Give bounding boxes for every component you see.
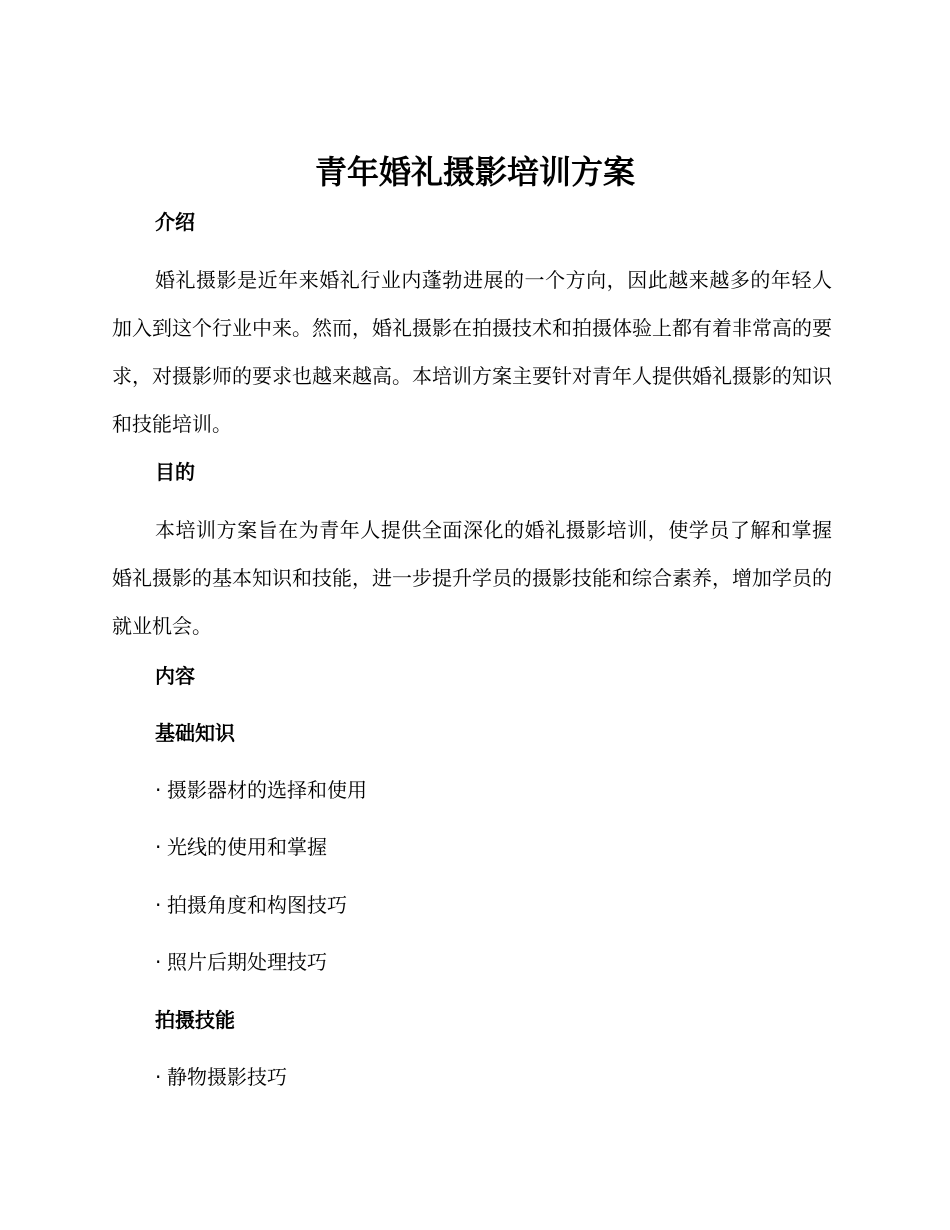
section-heading-content: 内容 bbox=[155, 664, 195, 688]
bullet-marker: · bbox=[155, 950, 162, 974]
subsection-heading-basics: 基础知识 bbox=[155, 721, 235, 745]
list-item bbox=[155, 948, 327, 976]
list-item-text: 摄影器材的选择和使用 bbox=[167, 778, 367, 802]
section-heading-intro: 介绍 bbox=[155, 210, 195, 234]
list-item bbox=[155, 891, 347, 919]
list-item-text: 照片后期处理技巧 bbox=[167, 950, 327, 974]
list-item-text: 拍摄角度和构图技巧 bbox=[167, 893, 347, 917]
list-item-text: 光线的使用和掌握 bbox=[167, 835, 327, 859]
list-item bbox=[155, 1063, 287, 1091]
section-heading-purpose: 目的 bbox=[155, 460, 195, 484]
bullet-marker: · bbox=[155, 1065, 162, 1089]
intro-paragraph: 婚礼摄影是近年来婚礼行业内蓬勃进展的一个方向，因此越来越多的年轻人加入到这个行业中来。然而，婚礼摄影在拍摄技术和拍摄体验上都有着非常高的要求，对摄影师的要求也越来越高。本培训方案主要针对青年人提供婚礼摄影的知识和技能培训。 bbox=[112, 268, 832, 436]
purpose-paragraph: 本培训方案旨在为青年人提供全面深化的婚礼摄影培训，使学员了解和掌握婚礼摄影的基本知识和技能，进一步提升学员的摄影技能和综合素养，增加学员的就业机会。 bbox=[112, 518, 832, 638]
list-item-text: 静物摄影技巧 bbox=[167, 1065, 287, 1089]
list-item bbox=[155, 776, 367, 804]
bullet-marker: · bbox=[155, 835, 162, 859]
bullet-marker: · bbox=[155, 893, 162, 917]
subsection-heading-skills: 拍摄技能 bbox=[155, 1008, 235, 1032]
bullet-marker: · bbox=[155, 778, 162, 802]
list-item bbox=[155, 833, 327, 861]
document-title: 青年婚礼摄影培训方案 bbox=[314, 153, 635, 191]
